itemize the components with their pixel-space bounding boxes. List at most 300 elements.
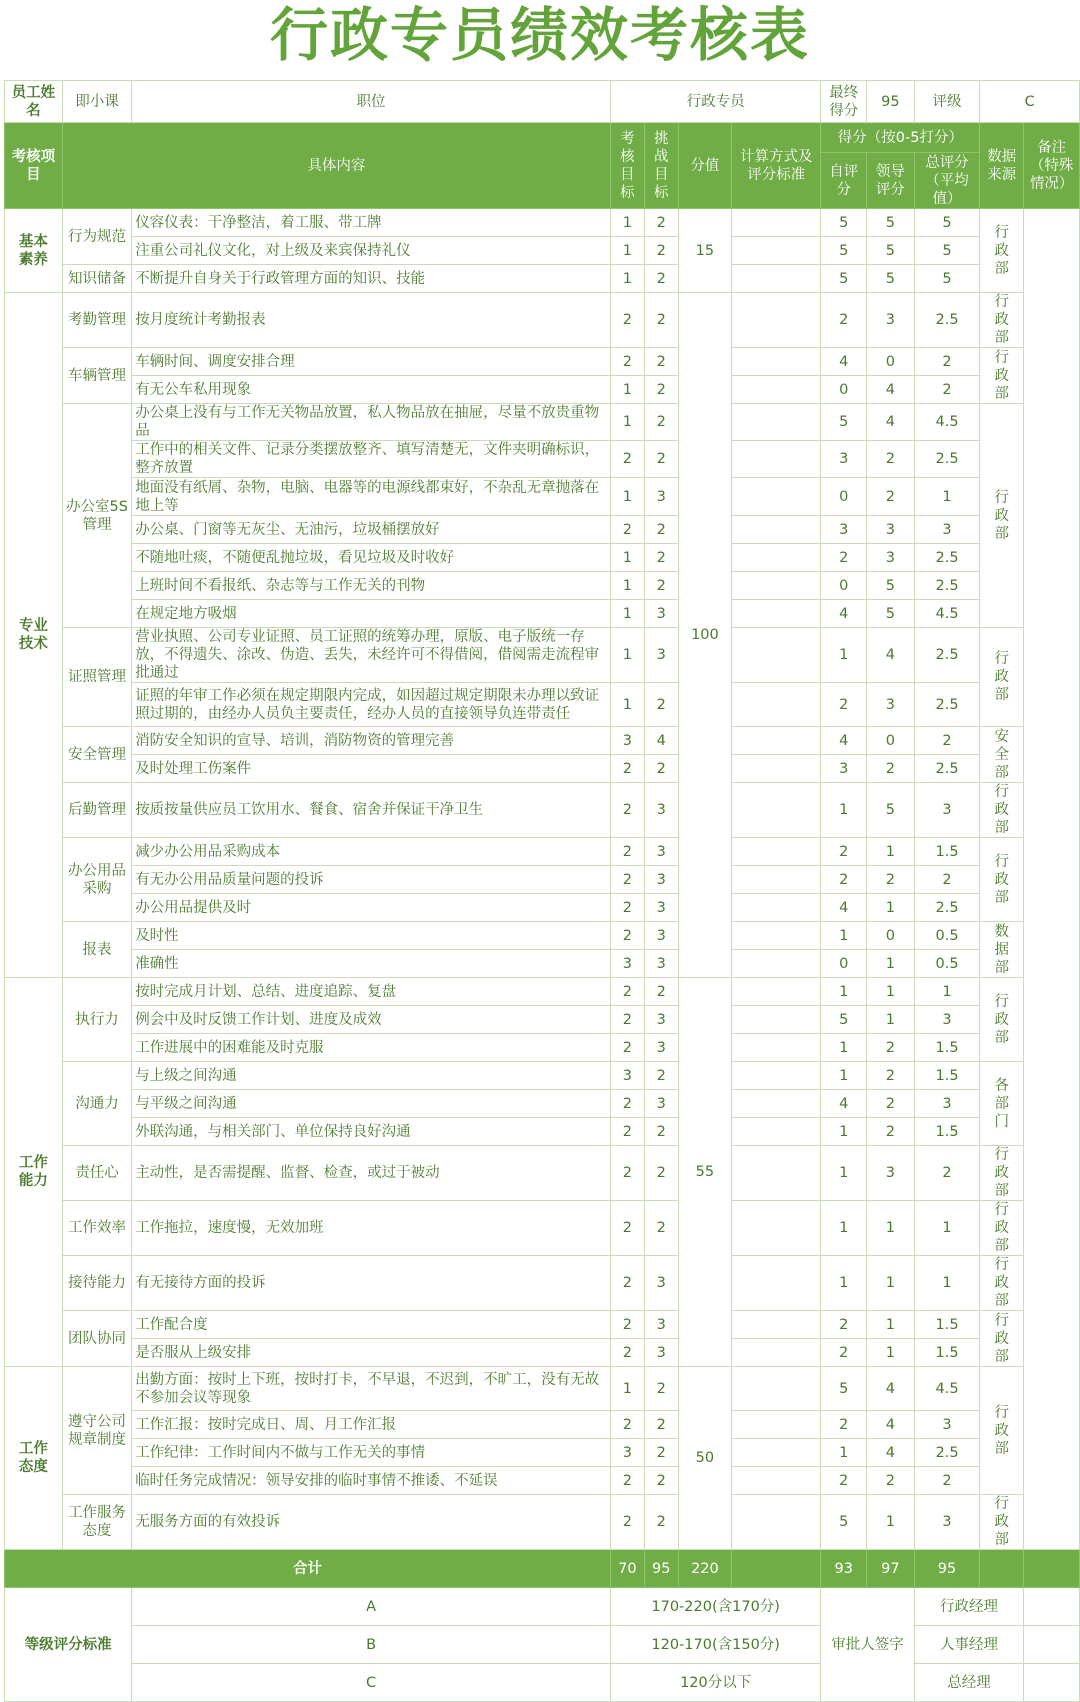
- target-cell: 2: [610, 978, 644, 1006]
- target-cell: 3: [610, 1439, 644, 1467]
- subcategory-cell: 工作服务态度: [62, 1495, 131, 1550]
- total-score-cell: 3: [914, 1006, 980, 1034]
- approver-signature: [1024, 1588, 1080, 1626]
- category-cell: 工作能力: [5, 978, 63, 1367]
- content-cell: 是否服从上级安排: [132, 1339, 611, 1367]
- leader-score-cell: 2: [867, 478, 915, 516]
- grade-value: C: [980, 81, 1080, 123]
- subcategory-cell: 证照管理: [62, 628, 131, 727]
- target-cell: 1: [610, 209, 644, 237]
- table-row: [5, 1090, 1080, 1118]
- challenge-cell: 2: [644, 209, 678, 237]
- target-cell: 2: [610, 1146, 644, 1201]
- challenge-cell: 2: [644, 1495, 678, 1550]
- table-row: [5, 348, 1080, 376]
- challenge-cell: 2: [644, 1467, 678, 1495]
- leader-score-cell: 3: [867, 1146, 915, 1201]
- target-cell: 1: [610, 544, 644, 572]
- grade-letter: C: [132, 1664, 611, 1702]
- total-score-cell: 1.5: [914, 1062, 980, 1090]
- method-cell: [732, 1034, 821, 1062]
- subcategory-cell: 考勤管理: [62, 293, 131, 348]
- content-cell: 在规定地方吸烟: [132, 600, 611, 628]
- method-cell: [732, 600, 821, 628]
- leader-score-cell: 2: [867, 755, 915, 783]
- challenge-cell: 3: [644, 894, 678, 922]
- total-score-cell: 2: [914, 866, 980, 894]
- method-cell: [732, 727, 821, 755]
- leader-score-cell: 3: [867, 683, 915, 727]
- challenge-cell: 2: [644, 683, 678, 727]
- content-cell: 无服务方面的有效投诉: [132, 1495, 611, 1550]
- total-score-cell: 2.5: [914, 293, 980, 348]
- leader-score-cell: 5: [867, 572, 915, 600]
- target-cell: 2: [610, 866, 644, 894]
- challenge-cell: 2: [644, 265, 678, 293]
- target-cell: 1: [610, 478, 644, 516]
- method-cell: [732, 1062, 821, 1090]
- category-cell: 专业技术: [5, 293, 63, 978]
- table-row: [5, 838, 1080, 866]
- content-cell: 例会中及时反馈工作计划、进度及成效: [132, 1006, 611, 1034]
- subcategory-cell: 知识储备: [62, 265, 131, 293]
- totals-self: 93: [821, 1550, 867, 1588]
- source-cell: 行政部: [980, 628, 1024, 727]
- header-target: 考核目标: [610, 123, 644, 209]
- challenge-cell: 3: [644, 950, 678, 978]
- method-cell: [732, 1006, 821, 1034]
- challenge-cell: 3: [644, 1339, 678, 1367]
- challenge-cell: 2: [644, 1201, 678, 1256]
- method-cell: [732, 516, 821, 544]
- subcategory-cell: 报表: [62, 922, 131, 978]
- target-cell: 1: [610, 572, 644, 600]
- totals-challenge: 95: [644, 1550, 678, 1588]
- self-score-cell: 1: [821, 628, 867, 683]
- total-score-cell: 4.5: [914, 404, 980, 441]
- challenge-cell: 3: [644, 1034, 678, 1062]
- self-score-cell: 1: [821, 1146, 867, 1201]
- challenge-cell: 2: [644, 516, 678, 544]
- target-cell: 1: [610, 376, 644, 404]
- total-score-cell: 3: [914, 1495, 980, 1550]
- challenge-cell: 2: [644, 755, 678, 783]
- table-row: [5, 755, 1080, 783]
- leader-score-cell: 2: [867, 1467, 915, 1495]
- content-cell: 办公桌上没有与工作无关物品放置，私人物品放在抽屉，尽量不放贵重物品: [132, 404, 611, 441]
- category-cell: 工作态度: [5, 1367, 63, 1550]
- method-cell: [732, 376, 821, 404]
- leader-score-cell: 1: [867, 1006, 915, 1034]
- total-score-cell: 0.5: [914, 922, 980, 950]
- totals-leader: 97: [867, 1550, 915, 1588]
- category-cell: 基本素养: [5, 209, 63, 293]
- challenge-cell: 3: [644, 1311, 678, 1339]
- method-cell: [732, 293, 821, 348]
- total-score-cell: 5: [914, 237, 980, 265]
- challenge-cell: 3: [644, 478, 678, 516]
- total-score-cell: 1: [914, 1256, 980, 1311]
- self-score-cell: 1: [821, 978, 867, 1006]
- leader-score-cell: 4: [867, 404, 915, 441]
- table-row: [5, 1311, 1080, 1339]
- table-row: [5, 237, 1080, 265]
- position-label: 职位: [132, 81, 611, 123]
- method-cell: [732, 755, 821, 783]
- content-cell: 工作进展中的困难能及时克服: [132, 1034, 611, 1062]
- target-cell: 1: [610, 628, 644, 683]
- challenge-cell: 2: [644, 978, 678, 1006]
- self-score-cell: 1: [821, 1439, 867, 1467]
- table-row: [5, 950, 1080, 978]
- table-row: [5, 1411, 1080, 1439]
- method-cell: [732, 922, 821, 950]
- leader-score-cell: 0: [867, 348, 915, 376]
- challenge-cell: 2: [644, 544, 678, 572]
- header-source: 数据来源: [980, 123, 1024, 209]
- approver-title: 行政经理: [914, 1588, 1023, 1626]
- content-cell: 上班时间不看报纸、杂志等与工作无关的刊物: [132, 572, 611, 600]
- total-score-cell: 2: [914, 348, 980, 376]
- table-row: [5, 1467, 1080, 1495]
- source-cell: 安全部: [980, 727, 1024, 783]
- total-score-cell: 2.5: [914, 441, 980, 478]
- method-cell: [732, 628, 821, 683]
- content-cell: 办公用品提供及时: [132, 894, 611, 922]
- method-cell: [732, 1411, 821, 1439]
- total-score-cell: 4.5: [914, 600, 980, 628]
- leader-score-cell: 0: [867, 727, 915, 755]
- table-row: [5, 1146, 1080, 1201]
- self-score-cell: 2: [821, 866, 867, 894]
- content-cell: 临时任务完成情况：领导安排的临时事情不推诿、不延误: [132, 1467, 611, 1495]
- content-cell: 出勤方面：按时上下班，按时打卡，不早退，不迟到，不旷工，没有无故不参加会议等现象: [132, 1367, 611, 1411]
- target-cell: 2: [610, 1201, 644, 1256]
- target-cell: 2: [610, 783, 644, 838]
- leader-score-cell: 4: [867, 628, 915, 683]
- target-cell: 1: [610, 683, 644, 727]
- totals-total: 95: [914, 1550, 980, 1588]
- self-score-cell: 5: [821, 265, 867, 293]
- self-score-cell: 1: [821, 922, 867, 950]
- weight-cell: 100: [678, 293, 732, 978]
- totals-source: [980, 1550, 1024, 1588]
- approver-signature: [1024, 1664, 1080, 1702]
- subcategory-cell: 遵守公司规章制度: [62, 1367, 131, 1495]
- totals-row: [5, 1550, 1080, 1588]
- challenge-cell: 2: [644, 376, 678, 404]
- target-cell: 1: [610, 265, 644, 293]
- target-cell: 1: [610, 404, 644, 441]
- self-score-cell: 2: [821, 1411, 867, 1439]
- leader-score-cell: 2: [867, 1062, 915, 1090]
- totals-target: 70: [610, 1550, 644, 1588]
- target-cell: 2: [610, 894, 644, 922]
- method-cell: [732, 348, 821, 376]
- header-leader: 领导评分: [867, 153, 915, 209]
- approver-signature: [1024, 1626, 1080, 1664]
- subcategory-cell: 安全管理: [62, 727, 131, 783]
- target-cell: 2: [610, 922, 644, 950]
- self-score-cell: 2: [821, 1311, 867, 1339]
- total-score-cell: 1.5: [914, 1034, 980, 1062]
- leader-score-cell: 2: [867, 1118, 915, 1146]
- challenge-cell: 2: [644, 1146, 678, 1201]
- target-cell: 2: [610, 755, 644, 783]
- source-cell: 行政部: [980, 783, 1024, 838]
- total-score-cell: 2.5: [914, 894, 980, 922]
- grading-row: [5, 1626, 1080, 1664]
- challenge-cell: 3: [644, 1256, 678, 1311]
- method-cell: [732, 1467, 821, 1495]
- leader-score-cell: 1: [867, 894, 915, 922]
- table-row: [5, 727, 1080, 755]
- target-cell: 2: [610, 348, 644, 376]
- source-cell: 行政部: [980, 1311, 1024, 1367]
- table-row: [5, 922, 1080, 950]
- total-score-cell: 2.5: [914, 572, 980, 600]
- content-cell: 按月度统计考勤报表: [132, 293, 611, 348]
- content-cell: 减少办公用品采购成本: [132, 838, 611, 866]
- header-weight: 分值: [678, 123, 732, 209]
- challenge-cell: 2: [644, 1411, 678, 1439]
- total-score-cell: 1.5: [914, 838, 980, 866]
- subcategory-cell: 沟通力: [62, 1062, 131, 1146]
- target-cell: 2: [610, 1034, 644, 1062]
- leader-score-cell: 3: [867, 516, 915, 544]
- challenge-cell: 2: [644, 293, 678, 348]
- table-row: [5, 478, 1080, 516]
- grade-range: 170-220(含170分): [610, 1588, 820, 1626]
- content-cell: 证照的年审工作必须在规定期限内完成，如因超过规定期限未办理以致证照过期的，由经办人员负主要责任，经办人员的直接领导负连带责任: [132, 683, 611, 727]
- total-score-cell: 0.5: [914, 950, 980, 978]
- total-score-cell: 2.5: [914, 628, 980, 683]
- leader-score-cell: 1: [867, 838, 915, 866]
- table-row: [5, 683, 1080, 727]
- challenge-cell: 3: [644, 1006, 678, 1034]
- subcategory-cell: 工作效率: [62, 1201, 131, 1256]
- method-cell: [732, 1146, 821, 1201]
- total-score-cell: 1.5: [914, 1118, 980, 1146]
- method-cell: [732, 1311, 821, 1339]
- self-score-cell: 1: [821, 1118, 867, 1146]
- table-row: [5, 1495, 1080, 1550]
- leader-score-cell: 2: [867, 1034, 915, 1062]
- source-cell: 行政部: [980, 404, 1024, 628]
- self-score-cell: 0: [821, 478, 867, 516]
- challenge-cell: 2: [644, 572, 678, 600]
- source-cell: 行政部: [980, 978, 1024, 1062]
- content-cell: 有无公车私用现象: [132, 376, 611, 404]
- source-cell: 行政部: [980, 838, 1024, 922]
- method-cell: [732, 1495, 821, 1550]
- content-cell: 工作中的相关文件、记录分类摆放整齐、填写清楚无，文件夹明确标识，整齐放置: [132, 441, 611, 478]
- table-row: [5, 209, 1080, 237]
- method-cell: [732, 209, 821, 237]
- header-method: 计算方式及评分标准: [732, 123, 821, 209]
- total-score-cell: 3: [914, 516, 980, 544]
- self-score-cell: 2: [821, 683, 867, 727]
- table-row: [5, 978, 1080, 1006]
- target-cell: 1: [610, 237, 644, 265]
- total-score-cell: 2: [914, 376, 980, 404]
- challenge-cell: 2: [644, 348, 678, 376]
- method-cell: [732, 838, 821, 866]
- content-cell: 与平级之间沟通: [132, 1090, 611, 1118]
- totals-method: [732, 1550, 821, 1588]
- header-challenge: 挑战目标: [644, 123, 678, 209]
- total-score-cell: 4.5: [914, 1367, 980, 1411]
- self-score-cell: 5: [821, 404, 867, 441]
- self-score-cell: 1: [821, 783, 867, 838]
- leader-score-cell: 5: [867, 783, 915, 838]
- subcategory-cell: 车辆管理: [62, 348, 131, 404]
- content-cell: 不随地吐痰，不随便乱抛垃圾，看见垃圾及时收好: [132, 544, 611, 572]
- table-row: [5, 1339, 1080, 1367]
- content-cell: 按质按量供应员工饮用水、餐食、宿舍并保证干净卫生: [132, 783, 611, 838]
- target-cell: 2: [610, 1006, 644, 1034]
- self-score-cell: 4: [821, 1090, 867, 1118]
- table-row: [5, 441, 1080, 478]
- header-content: 具体内容: [62, 123, 610, 209]
- challenge-cell: 2: [644, 1062, 678, 1090]
- self-score-cell: 3: [821, 441, 867, 478]
- challenge-cell: 4: [644, 727, 678, 755]
- target-cell: 2: [610, 1495, 644, 1550]
- table-row: [5, 265, 1080, 293]
- method-cell: [732, 1090, 821, 1118]
- grade-range: 120分以下: [610, 1664, 820, 1702]
- weight-cell: 55: [678, 978, 732, 1367]
- challenge-cell: 3: [644, 783, 678, 838]
- method-cell: [732, 1118, 821, 1146]
- table-row: [5, 628, 1080, 683]
- leader-score-cell: 1: [867, 1495, 915, 1550]
- self-score-cell: 4: [821, 348, 867, 376]
- subcategory-cell: 办公室5S管理: [62, 404, 131, 628]
- table-row: [5, 544, 1080, 572]
- subcategory-cell: 团队协同: [62, 1311, 131, 1367]
- subcategory-cell: 责任心: [62, 1146, 131, 1201]
- self-score-cell: 4: [821, 894, 867, 922]
- method-cell: [732, 572, 821, 600]
- table-row: [5, 1367, 1080, 1411]
- total-score-cell: 1: [914, 1201, 980, 1256]
- weight-cell: 50: [678, 1367, 732, 1550]
- target-cell: 2: [610, 1090, 644, 1118]
- source-cell: 行政部: [980, 1256, 1024, 1311]
- self-score-cell: 3: [821, 516, 867, 544]
- header-row: [5, 123, 1080, 153]
- content-cell: 工作配合度: [132, 1311, 611, 1339]
- method-cell: [732, 1256, 821, 1311]
- self-score-cell: 1: [821, 1034, 867, 1062]
- content-cell: 办公桌、门窗等无灰尘、无油污，垃圾桶摆放好: [132, 516, 611, 544]
- source-cell: 行政部: [980, 1146, 1024, 1201]
- grading-label: 等级评分标准: [5, 1588, 132, 1702]
- content-cell: 外联沟通，与相关部门、单位保持良好沟通: [132, 1118, 611, 1146]
- target-cell: 2: [610, 1339, 644, 1367]
- totals-label: 合计: [5, 1550, 611, 1588]
- approver-title: 人事经理: [914, 1626, 1023, 1664]
- leader-score-cell: 1: [867, 1339, 915, 1367]
- self-score-cell: 4: [821, 727, 867, 755]
- target-cell: 2: [610, 838, 644, 866]
- self-score-cell: 5: [821, 1495, 867, 1550]
- content-cell: 工作拖拉，速度慢，无效加班: [132, 1201, 611, 1256]
- target-cell: 2: [610, 1118, 644, 1146]
- appraisal-table: [4, 80, 1080, 1702]
- challenge-cell: 2: [644, 441, 678, 478]
- total-score-cell: 2: [914, 1146, 980, 1201]
- final-score-label: 最终得分: [821, 81, 867, 123]
- source-cell: 行政部: [980, 293, 1024, 348]
- target-cell: 2: [610, 441, 644, 478]
- table-row: [5, 516, 1080, 544]
- totals-remark: [1024, 1550, 1080, 1588]
- weight-cell: 15: [678, 209, 732, 293]
- content-cell: 有无接待方面的投诉: [132, 1256, 611, 1311]
- total-score-cell: 5: [914, 209, 980, 237]
- final-score-value: 95: [867, 81, 915, 123]
- total-score-cell: 2.5: [914, 683, 980, 727]
- content-cell: 有无办公用品质量问题的投诉: [132, 866, 611, 894]
- challenge-cell: 3: [644, 838, 678, 866]
- self-score-cell: 0: [821, 572, 867, 600]
- challenge-cell: 2: [644, 237, 678, 265]
- content-cell: 消防安全知识的宣导、培训，消防物资的管理完善: [132, 727, 611, 755]
- method-cell: [732, 866, 821, 894]
- subcategory-cell: 后勤管理: [62, 783, 131, 838]
- leader-score-cell: 4: [867, 1367, 915, 1411]
- source-cell: 行政部: [980, 1367, 1024, 1495]
- leader-score-cell: 0: [867, 922, 915, 950]
- total-score-cell: 1: [914, 978, 980, 1006]
- grading-row: [5, 1588, 1080, 1626]
- leader-score-cell: 1: [867, 1201, 915, 1256]
- table-row: [5, 783, 1080, 838]
- content-cell: 工作汇报：按时完成日、周、月工作汇报: [132, 1411, 611, 1439]
- grade-range: 120-170(含150分): [610, 1626, 820, 1664]
- grade-letter: A: [132, 1588, 611, 1626]
- target-cell: 1: [610, 1367, 644, 1411]
- table-row: [5, 572, 1080, 600]
- leader-score-cell: 1: [867, 1311, 915, 1339]
- total-score-cell: 3: [914, 1090, 980, 1118]
- table-row: [5, 1118, 1080, 1146]
- source-cell: 行政部: [980, 209, 1024, 293]
- header-category: 考核项目: [5, 123, 63, 209]
- leader-score-cell: 4: [867, 1439, 915, 1467]
- content-cell: 仪容仪表：干净整洁，着工服、带工牌: [132, 209, 611, 237]
- table-row: [5, 866, 1080, 894]
- table-row: [5, 1034, 1080, 1062]
- self-score-cell: 2: [821, 838, 867, 866]
- method-cell: [732, 978, 821, 1006]
- method-cell: [732, 1201, 821, 1256]
- header-score-group: 得分（按0-5打分）: [821, 123, 980, 153]
- table-row: [5, 1439, 1080, 1467]
- header-self: 自评分: [821, 153, 867, 209]
- content-cell: 地面没有纸屑、杂物，电脑、电器等的电源线都束好，不杂乱无章抛落在地上等: [132, 478, 611, 516]
- self-score-cell: 3: [821, 755, 867, 783]
- table-row: [5, 1062, 1080, 1090]
- method-cell: [732, 783, 821, 838]
- self-score-cell: 5: [821, 237, 867, 265]
- source-cell: 行政部: [980, 1201, 1024, 1256]
- leader-score-cell: 2: [867, 866, 915, 894]
- method-cell: [732, 544, 821, 572]
